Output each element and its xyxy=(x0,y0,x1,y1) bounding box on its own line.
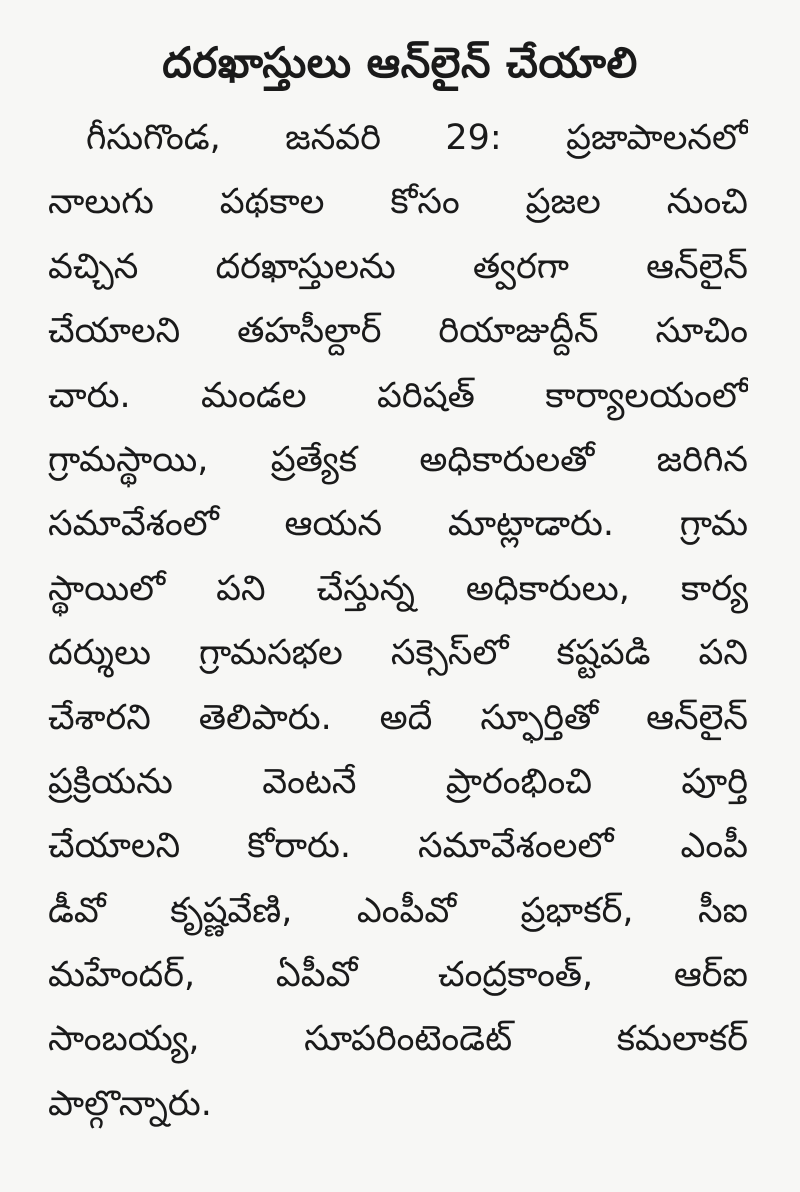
article-line: డీవో కృష్ణవేణి, ఎంపీవో ప్రభాకర్, సీఐ xyxy=(48,890,748,931)
article-headline: దరఖాస్తులు ఆన్‌లైన్ చేయాలి xyxy=(162,38,638,87)
article-line: చేయాలని కోరారు. సమావేశంలలో ఎంపీ xyxy=(48,826,748,867)
article-line: చేయాలని తహసీల్దార్ రియాజుద్దీన్ సూచిం xyxy=(48,311,748,352)
article-line: ప్రక్రియను వెంటనే ప్రారంభించి పూర్తి xyxy=(48,761,748,802)
clipped-previous-heading xyxy=(0,0,800,14)
article-line: నాలుగు పథకాల కోసం ప్రజల నుంచి xyxy=(48,182,748,223)
article-line: సాంబయ్య, సూపరింటెండెట్ కమలాకర్ xyxy=(48,1019,748,1060)
article-line: చారు. మండల పరిషత్ కార్యాలయంలో xyxy=(48,375,748,416)
article-line: స్థాయిలో పని చేస్తున్న అధికారులు, కార్య xyxy=(48,568,748,609)
article-line: గీసుగొండ, జనవరి 29: ప్రజాపాలనలో xyxy=(86,118,748,158)
article-line: పాల్గొన్నారు. xyxy=(48,1083,212,1124)
article-line: వచ్చిన దరఖాస్తులను త్వరగా ఆన్‌లైన్ xyxy=(48,246,748,287)
article-body xyxy=(48,106,748,1136)
article-line: గ్రామస్థాయి, ప్రత్యేక అధికారులతో జరిగిన xyxy=(48,439,748,480)
clipped-next-heading xyxy=(0,1180,800,1192)
article-line: సమావేశంలో ఆయన మాట్లాడారు. గ్రామ xyxy=(48,504,748,545)
article-line: మహేందర్, ఏపీవో చంద్రకాంత్, ఆర్ఐ xyxy=(48,955,748,996)
article-line: దర్శులు గ్రామసభల సక్సెస్‌లో కష్టపడి పని xyxy=(48,633,748,674)
article-line: చేశారని తెలిపారు. అదే స్ఫూర్తితో ఆన్‌లైన్ xyxy=(48,697,748,738)
